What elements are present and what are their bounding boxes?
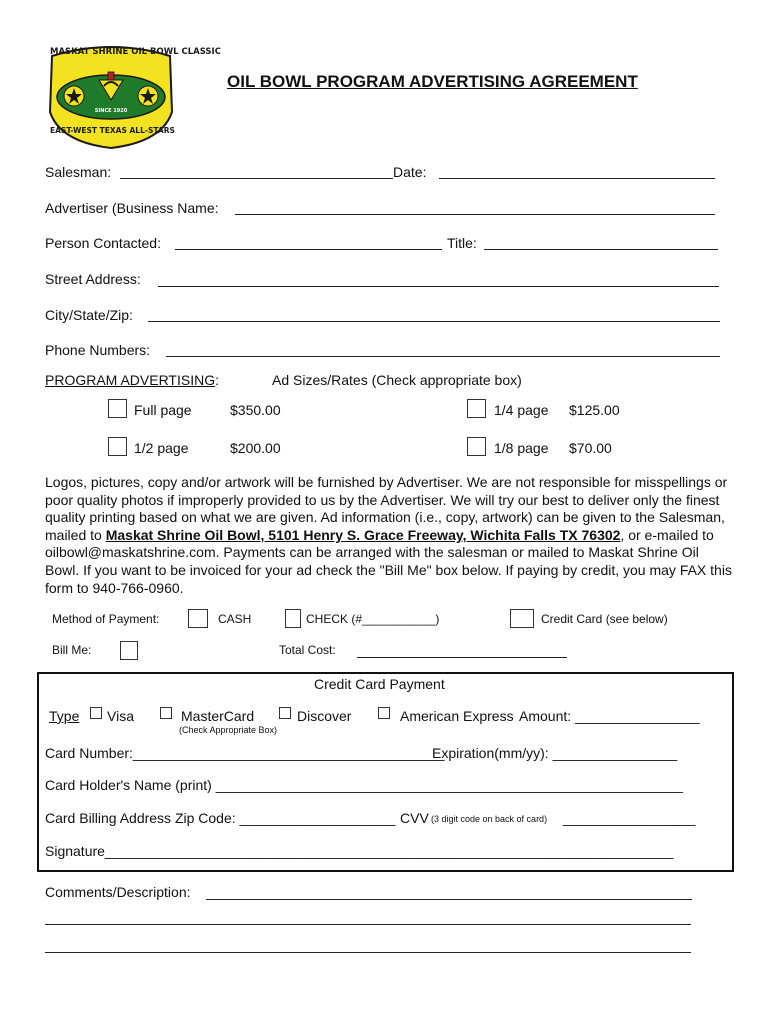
- card-number-field[interactable]: Card Number:________________________________________: [45, 745, 445, 761]
- credit-card-label: Credit Card (see below): [541, 612, 668, 626]
- person-contacted-field[interactable]: [175, 249, 442, 250]
- credit-card-checkbox[interactable]: [510, 609, 534, 628]
- credit-card-section: [37, 672, 734, 872]
- full-page-price: $350.00: [230, 402, 281, 418]
- comments-line-2[interactable]: [45, 924, 691, 925]
- check-label: CHECK (#___________): [306, 612, 440, 626]
- bill-me-label: Bill Me:: [52, 643, 92, 657]
- full-page-checkbox[interactable]: [108, 399, 127, 418]
- signature-field[interactable]: Signature_________________________________________________________________________: [45, 843, 674, 859]
- mailing-address: Maskat Shrine Oil Bowl, 5101 Henry S. Grace Freeway, Wichita Falls TX 76302: [105, 526, 621, 543]
- cvv-label: CVV: [400, 810, 429, 826]
- street-address-label: Street Address:: [45, 271, 141, 287]
- cvv-field[interactable]: _________________: [563, 810, 696, 826]
- phone-numbers-label: Phone Numbers:: [45, 342, 151, 358]
- bill-me-checkbox[interactable]: [120, 641, 138, 660]
- total-cost-label: Total Cost:: [279, 643, 336, 657]
- terms-text-2: , or e-mailed to oilbowl@maskatshrine.com. Payments can be arranged with the salesman or mailed to Maskat Shrine Oil Bowl. If you want to be invoiced for your ad check the "Bill Me" box below. If paying by credit, you may FAX this form to 940-766-0960.: [45, 526, 732, 596]
- quarter-page-price: $125.00: [569, 402, 620, 418]
- street-address-field[interactable]: [158, 286, 719, 287]
- page-title: OIL BOWL PROGRAM ADVERTISING AGREEMENT: [227, 72, 638, 91]
- title-field[interactable]: [484, 249, 718, 250]
- amex-label: American Express: [400, 708, 514, 724]
- total-cost-field[interactable]: [357, 657, 567, 658]
- program-advertising-label: PROGRAM ADVERTISING: [45, 372, 216, 388]
- card-type-label: Type: [49, 708, 80, 724]
- comments-label: Comments/Description:: [45, 884, 191, 900]
- credit-card-heading: Credit Card Payment: [314, 676, 445, 692]
- eighth-page-checkbox[interactable]: [467, 437, 486, 456]
- eighth-page-label: 1/8 page: [494, 440, 549, 456]
- phone-numbers-field[interactable]: [166, 356, 720, 357]
- advertiser-label: Advertiser (Business Name:: [45, 200, 219, 216]
- city-state-zip-label: City/State/Zip:: [45, 307, 133, 323]
- terms-text-1: Logos, pictures, copy and/or artwork will be furnished by Advertiser. We are not responsible for misspellings or poor quality photos if improperly provided to us by the Advertiser. We will try our best to deliver only the finest quality printing based on what we are given. Ad information (i.e., copy, artwork) can be given to the Salesman, mailed to: [45, 474, 728, 543]
- program-advertising-colon: :: [215, 372, 219, 388]
- oil-bowl-logo: [44, 42, 221, 154]
- cvv-note: (3 digit code on back of card): [431, 814, 548, 824]
- salesman-label: Salesman:: [45, 164, 112, 180]
- advertiser-field[interactable]: [235, 214, 715, 215]
- half-page-price: $200.00: [230, 440, 281, 456]
- check-appropriate-note: (Check Appropriate Box): [179, 725, 278, 735]
- half-page-label: 1/2 page: [134, 440, 189, 456]
- program-advertising-heading: [45, 372, 219, 388]
- discover-label: Discover: [297, 708, 352, 724]
- person-contacted-label: Person Contacted:: [45, 235, 161, 251]
- mastercard-label: MasterCard: [181, 708, 255, 724]
- comments-line-3[interactable]: [45, 952, 691, 953]
- city-state-zip-field[interactable]: [148, 321, 720, 322]
- mastercard-checkbox[interactable]: [160, 707, 172, 719]
- title-label: Title:: [447, 235, 477, 251]
- method-of-payment-label: Method of Payment:: [52, 612, 160, 626]
- date-field[interactable]: [439, 178, 715, 179]
- comments-line-1[interactable]: [206, 899, 692, 900]
- card-holder-name-field[interactable]: Card Holder's Name (print) ____________________________________________________________: [45, 777, 683, 793]
- discover-checkbox[interactable]: [279, 707, 291, 719]
- cash-checkbox[interactable]: [188, 609, 208, 628]
- ad-sizes-label: Ad Sizes/Rates (Check appropriate box): [272, 372, 522, 388]
- check-checkbox[interactable]: [285, 609, 301, 628]
- logo-bottom-text: EAST-WEST TEXAS ALL-STARS: [50, 126, 175, 135]
- quarter-page-label: 1/4 page: [494, 402, 549, 418]
- billing-zip-field[interactable]: Card Billing Address Zip Code: ____________________: [45, 810, 396, 826]
- amex-checkbox[interactable]: [378, 707, 390, 719]
- visa-label: Visa: [107, 708, 134, 724]
- visa-checkbox[interactable]: [90, 707, 102, 719]
- cash-label: CASH: [218, 612, 252, 626]
- salesman-field[interactable]: [120, 178, 393, 179]
- terms-paragraph: [45, 474, 735, 597]
- amount-field[interactable]: Amount: ________________: [519, 708, 700, 724]
- expiration-field[interactable]: Expiration(mm/yy): ________________: [432, 745, 678, 761]
- eighth-page-price: $70.00: [569, 440, 612, 456]
- logo-since-text: SINCE 1920: [94, 108, 128, 114]
- quarter-page-checkbox[interactable]: [467, 399, 486, 418]
- full-page-label: Full page: [134, 402, 192, 418]
- date-label: Date:: [393, 164, 427, 180]
- half-page-checkbox[interactable]: [108, 437, 127, 456]
- logo-top-text: MASKAT SHRINE OIL BOWL CLASSIC: [50, 47, 221, 57]
